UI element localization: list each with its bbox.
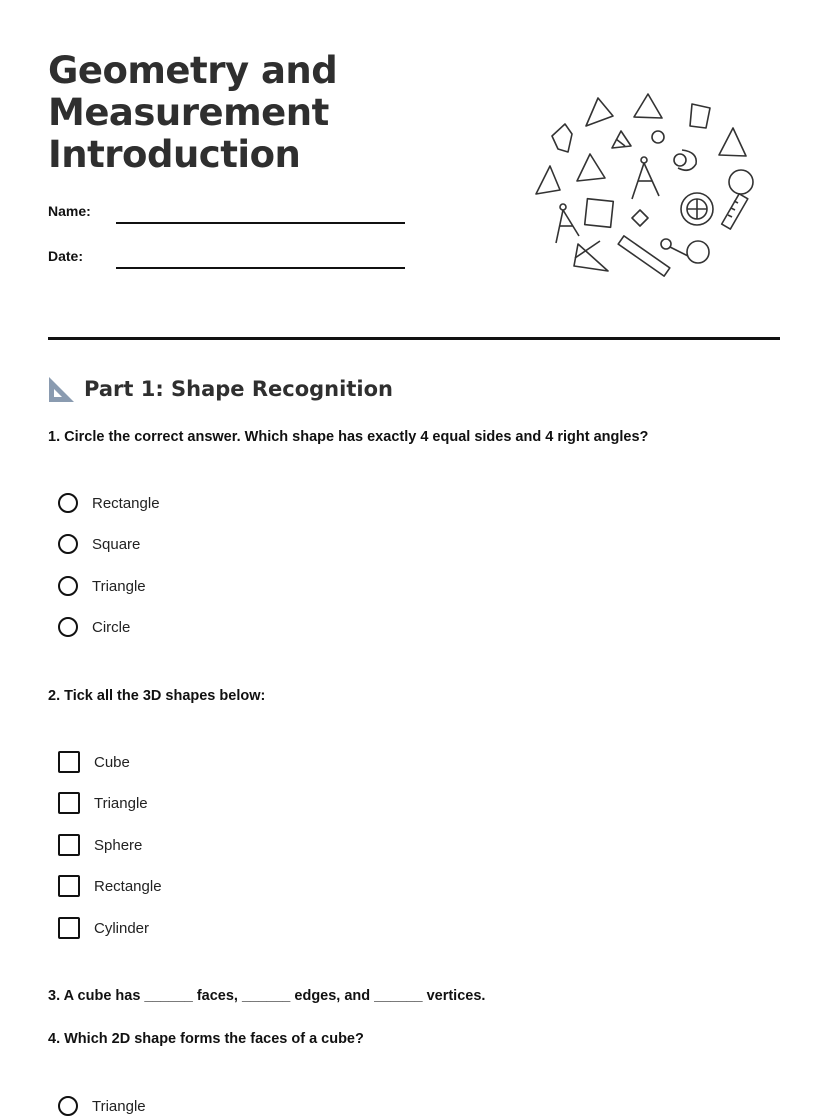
radio-button[interactable] — [58, 576, 78, 596]
geometry-tools-illustration — [520, 86, 765, 286]
question-1: 1. Circle the correct answer. Which shape has exactly 4 equal sides and 4 right angles? — [48, 429, 649, 445]
checkbox[interactable] — [58, 792, 80, 814]
q1-option-triangle[interactable] — [58, 574, 146, 598]
option-label: Square — [92, 535, 141, 553]
option-label: Circle — [92, 618, 131, 636]
radio-button[interactable] — [58, 493, 78, 513]
worksheet-title — [48, 50, 337, 176]
checkbox[interactable] — [58, 917, 80, 939]
set-square-icon — [48, 376, 75, 403]
option-label: Triangle — [94, 794, 148, 812]
date-field[interactable] — [116, 267, 405, 269]
q2-option-cube[interactable] — [58, 750, 130, 774]
title-line-3: Introduction — [48, 133, 301, 176]
option-label: Triangle — [92, 1097, 146, 1115]
title-line-1: Geometry and — [48, 49, 338, 92]
q2-option-cylinder[interactable] — [58, 916, 149, 940]
checkbox[interactable] — [58, 751, 80, 773]
name-field[interactable] — [116, 222, 405, 224]
q1-option-square[interactable] — [58, 532, 140, 556]
date-label: Date: — [48, 248, 84, 264]
q2-option-sphere[interactable] — [58, 833, 142, 857]
q2-option-rectangle[interactable] — [58, 874, 162, 898]
option-label: Sphere — [94, 836, 143, 854]
question-2: 2. Tick all the 3D shapes below: — [48, 688, 266, 704]
option-label: Rectangle — [92, 494, 160, 512]
checkbox[interactable] — [58, 875, 80, 897]
part-1-heading — [48, 372, 393, 406]
option-label: Cube — [94, 753, 130, 771]
q1-option-circle[interactable] — [58, 615, 130, 639]
option-label: Rectangle — [94, 877, 162, 895]
section-divider — [48, 337, 780, 340]
radio-button[interactable] — [58, 617, 78, 637]
checkbox[interactable] — [58, 834, 80, 856]
radio-button[interactable] — [58, 534, 78, 554]
question-4: 4. Which 2D shape forms the faces of a cube? — [48, 1031, 364, 1047]
q1-option-rectangle[interactable] — [58, 491, 160, 515]
q2-option-triangle[interactable] — [58, 791, 148, 815]
option-label: Cylinder — [94, 919, 150, 937]
question-3: 3. A cube has ______ faces, ______ edges, and ______ vertices. — [48, 988, 486, 1004]
radio-button[interactable] — [58, 1096, 78, 1116]
title-line-2: Measurement — [48, 91, 329, 134]
q4-option-triangle[interactable] — [58, 1094, 146, 1118]
name-label: Name: — [48, 203, 91, 219]
part-1-title: Part 1: Shape Recognition — [84, 377, 393, 401]
option-label: Triangle — [92, 577, 146, 595]
